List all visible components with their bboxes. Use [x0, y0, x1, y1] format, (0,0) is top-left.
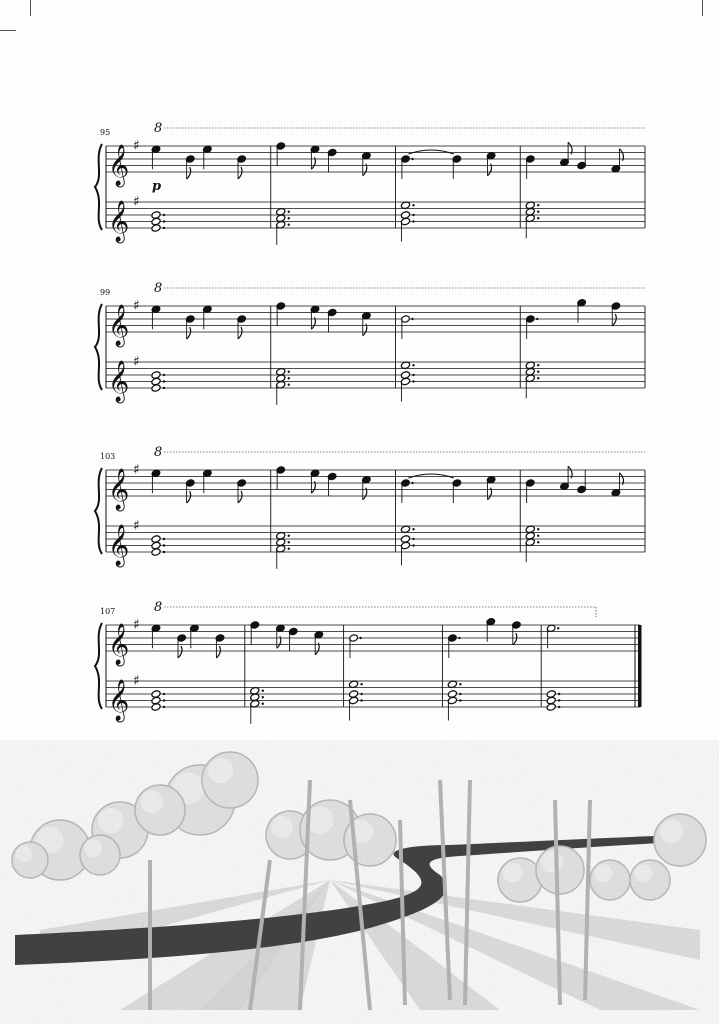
- treble-clef-icon: 𝄞: [108, 361, 130, 402]
- key-signature-sharp-icon: ♯: [133, 673, 140, 689]
- treble-clef-icon: 𝄞: [108, 145, 130, 186]
- key-signature-sharp-icon: ♯: [133, 354, 140, 370]
- key-signature-sharp-icon: ♯: [133, 617, 140, 633]
- tree-canopy: [630, 860, 670, 900]
- dynamic-marking: p: [152, 179, 162, 194]
- tree-highlight: [84, 839, 102, 857]
- tree-canopy: [135, 785, 185, 835]
- tree-highlight: [503, 863, 523, 883]
- ottava-mark: 8: [154, 445, 163, 460]
- key-signature-sharp-icon: ♯: [133, 462, 140, 478]
- tree-highlight: [634, 864, 652, 882]
- tree-highlight: [271, 816, 293, 838]
- treble-clef-icon: 𝄞: [108, 680, 130, 721]
- measure-number: 103: [100, 452, 116, 461]
- treble-clef-icon: 𝄞: [108, 469, 130, 510]
- ottava-mark: 8: [154, 121, 163, 136]
- measure-number: 99: [100, 288, 111, 297]
- key-signature-sharp-icon: ♯: [133, 518, 140, 534]
- treble-clef-icon: 𝄞: [108, 201, 130, 242]
- measure-number: 107: [100, 607, 116, 616]
- treble-clef-icon: 𝄞: [108, 525, 130, 566]
- treble-clef-icon: 𝄞: [108, 305, 130, 346]
- tree-highlight: [98, 808, 123, 833]
- tree-highlight: [594, 864, 612, 882]
- ottava-mark: 8: [154, 600, 163, 615]
- key-signature-sharp-icon: ♯: [133, 298, 140, 314]
- tree-canopy: [202, 752, 258, 808]
- tree-highlight: [660, 820, 684, 844]
- tree-canopy: [536, 846, 584, 894]
- measure-number: 95: [100, 128, 111, 137]
- tree-canopy: [498, 858, 542, 902]
- tree-highlight: [541, 851, 563, 873]
- tree-canopy: [654, 814, 706, 866]
- treble-clef-icon: 𝄞: [108, 624, 130, 665]
- tree-highlight: [208, 758, 233, 783]
- tree-canopy: [590, 860, 630, 900]
- tree-canopy: [12, 842, 48, 878]
- key-signature-sharp-icon: ♯: [133, 138, 140, 154]
- key-signature-sharp-icon: ♯: [133, 194, 140, 210]
- tree-highlight: [140, 790, 163, 813]
- tree-canopy: [80, 835, 120, 875]
- tree-highlight: [16, 846, 32, 862]
- ottava-mark: 8: [154, 281, 163, 296]
